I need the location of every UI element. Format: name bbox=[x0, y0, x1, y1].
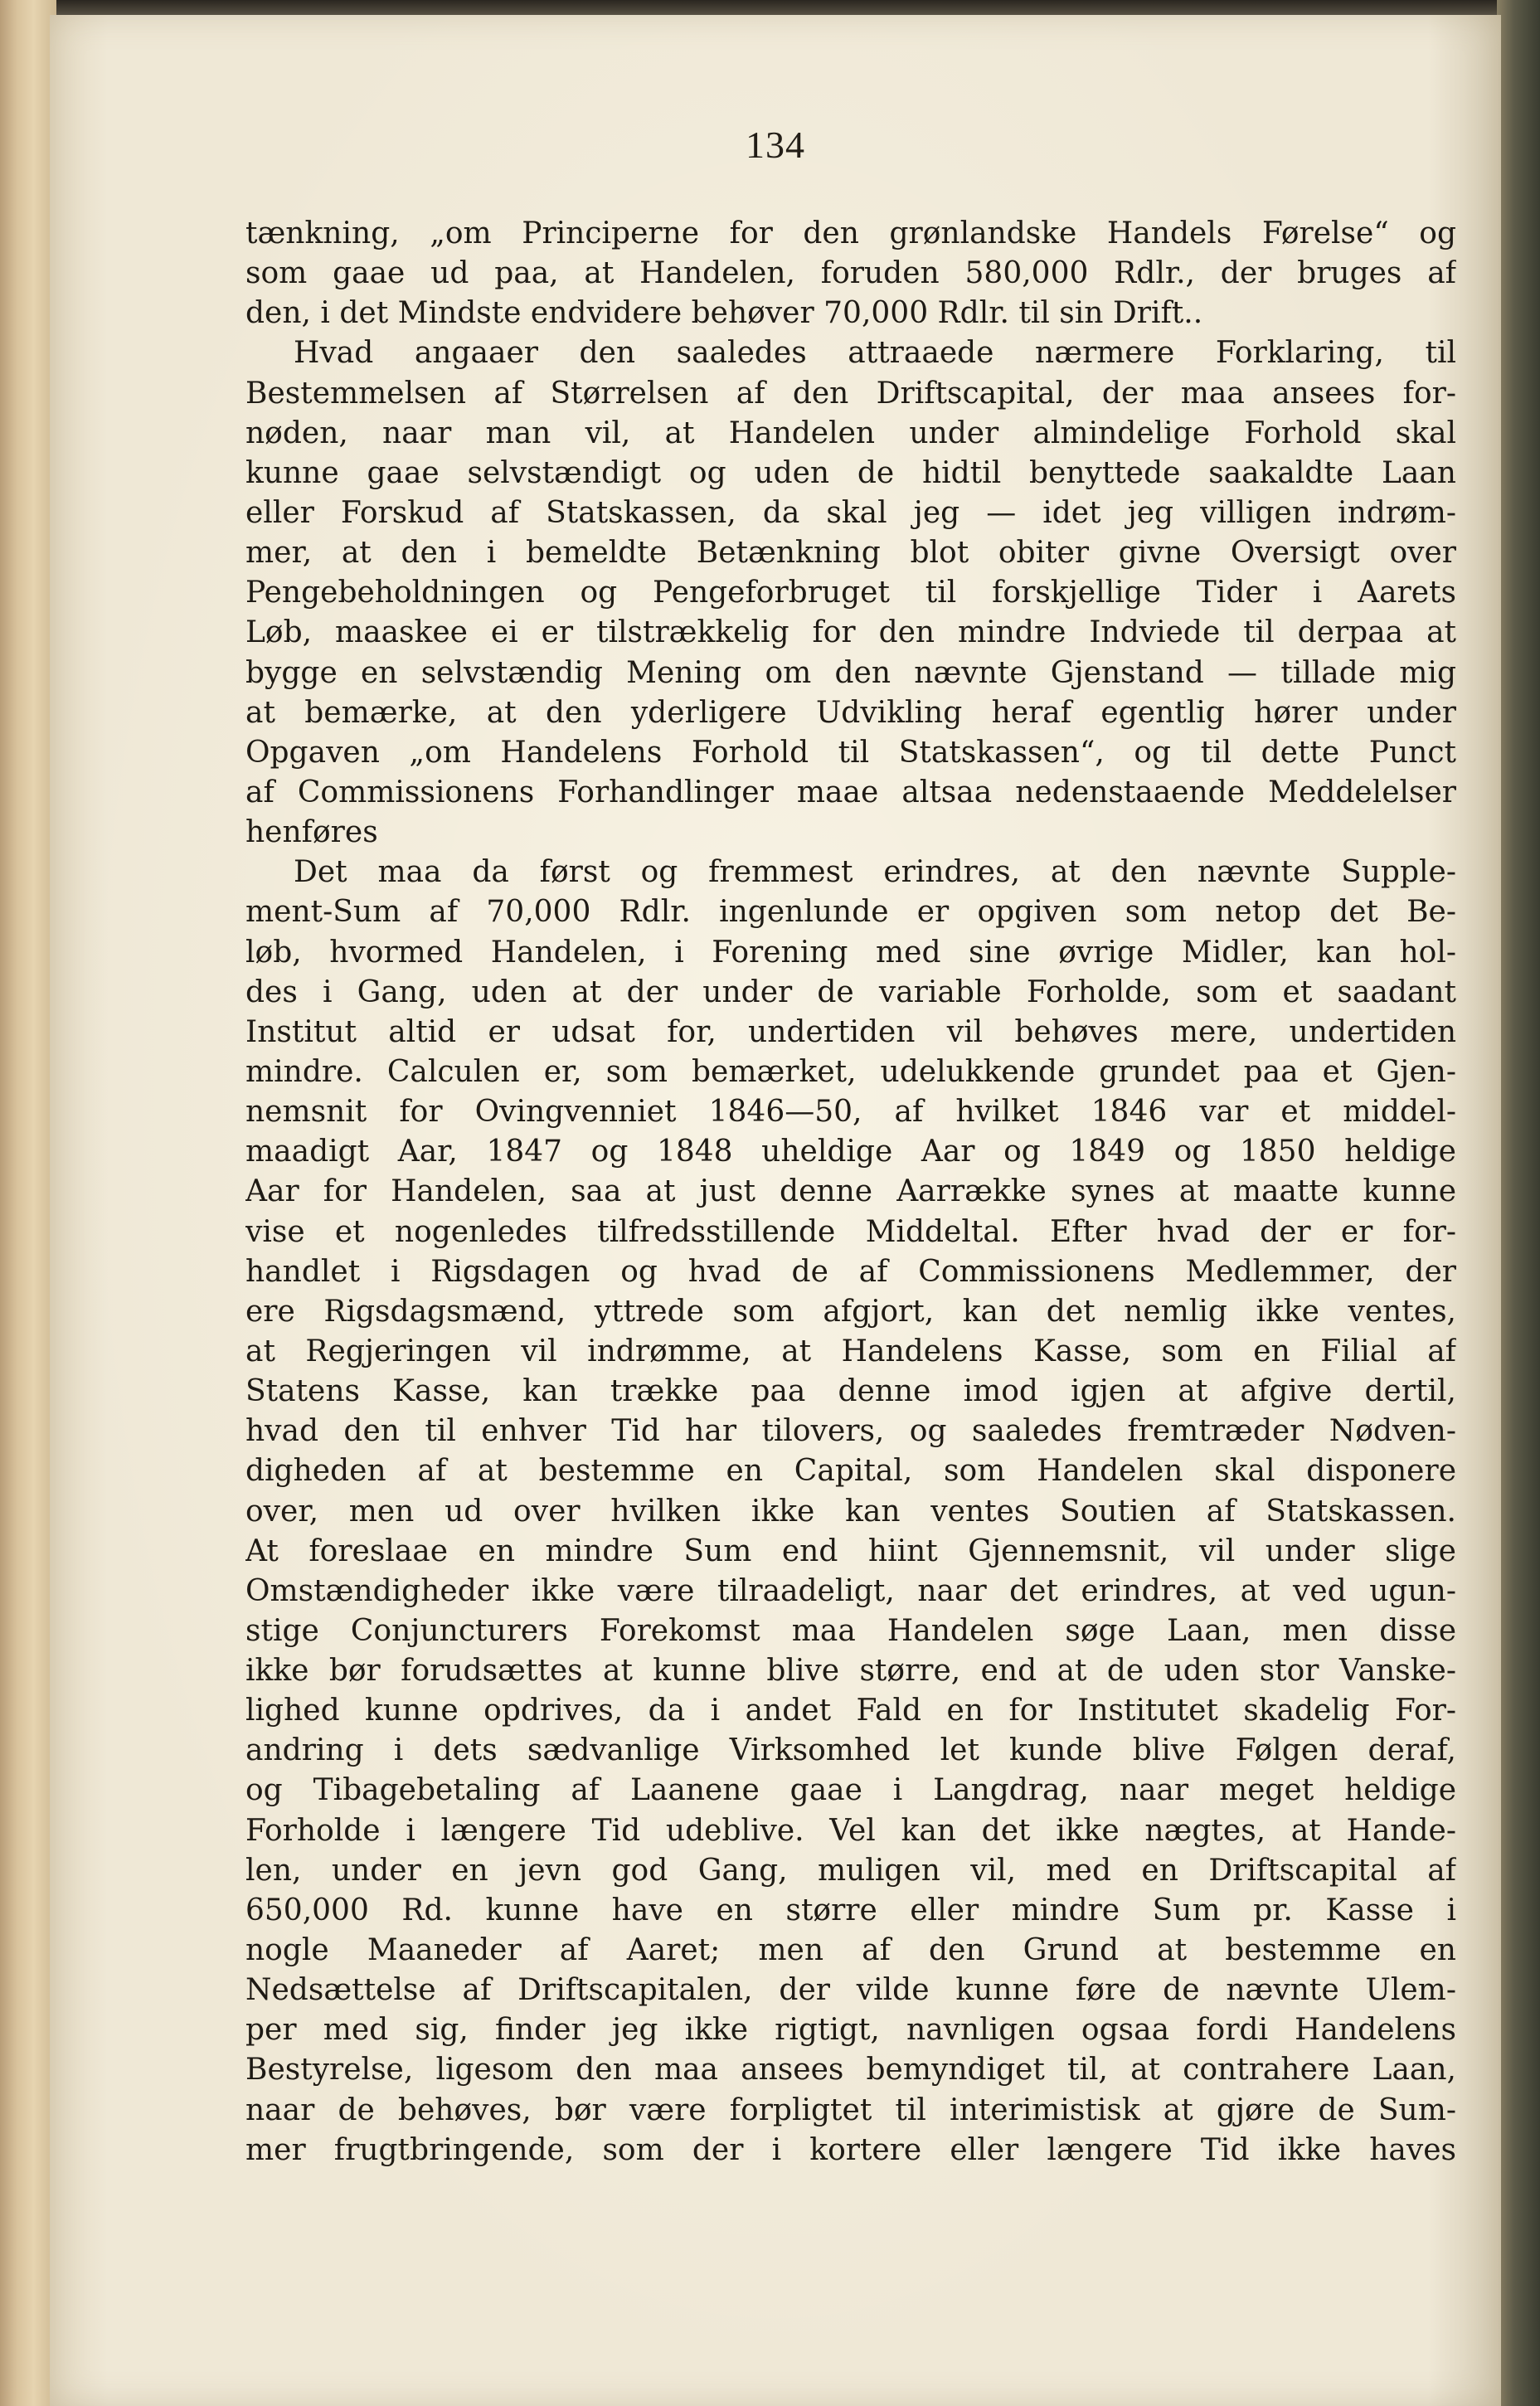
text-line: Statens Kasse, kan trække paa denne imod igjen at afgive dertil, bbox=[245, 1374, 1456, 1409]
text-line: mer frugtbringende, som der i kortere eller længere Tid ikke haves bbox=[245, 2132, 1456, 2167]
text-line: naar de behøves, bør være forpligtet til interimistisk at gjøre de Sum- bbox=[245, 2092, 1456, 2127]
text-line: Opgaven „om Handelens Forhold til Statskassen“, og til dette Punct bbox=[245, 735, 1456, 770]
page-number: 134 bbox=[746, 124, 805, 166]
text-line: mindre. Calculen er, som bemærket, udelukkende grundet paa et Gjen- bbox=[245, 1054, 1456, 1089]
text-line: des i Gang, uden at der under de variable Forholde, som et saadant bbox=[245, 975, 1456, 1009]
text-line: Omstændigheder ikke være tilraadeligt, naar det erindres, at ved ugun- bbox=[245, 1573, 1456, 1608]
body-text bbox=[245, 214, 1456, 2170]
text-line: Bestemmelsen af Størrelsen af den Driftscapital, der maa ansees for- bbox=[245, 376, 1456, 411]
text-line: per med sig, finder jeg ikke rigtigt, navnligen ogsaa fordi Handelens bbox=[245, 2013, 1456, 2048]
text-line: ikke bør forudsættes at kunne blive større, end at de uden stor Vanske- bbox=[245, 1654, 1456, 1689]
text-line: at Regjeringen vil indrømme, at Handelens Kasse, som en Filial af bbox=[245, 1334, 1456, 1368]
book-left-edge bbox=[0, 0, 56, 2406]
text-line: den, i det Mindste endvidere behøver 70,000 Rdlr. til sin Drift.. bbox=[245, 296, 1203, 331]
text-line: handlet i Rigsdagen og hvad de af Commissionens Medlemmer, der bbox=[245, 1254, 1456, 1289]
text-line: At foreslaae en mindre Sum end hiint Gjennemsnit, vil under slige bbox=[245, 1534, 1456, 1568]
text-line: kunne gaae selvstændigt og uden de hidtil benyttede saakaldte Laan bbox=[245, 455, 1456, 490]
text-line: over, men ud over hvilken ikke kan ventes Soutien af Statskassen. bbox=[245, 1494, 1456, 1529]
text-line: nøden, naar man vil, at Handelen under almindelige Forhold skal bbox=[245, 416, 1456, 450]
text-line: nogle Maaneder af Aaret; men af den Grund at bestemme en bbox=[245, 1933, 1456, 1968]
text-line: digheden af at bestemme en Capital, som Handelen skal disponere bbox=[245, 1454, 1456, 1489]
text-line: Bestyrelse, ligesom den maa ansees bemyndiget til, at contrahere Laan, bbox=[245, 2053, 1456, 2088]
text-line: henføres bbox=[245, 815, 378, 850]
text-line: mer, at den i bemeldte Betænkning blot obiter givne Oversigt over bbox=[245, 536, 1456, 571]
book-right-edge bbox=[1497, 0, 1540, 2406]
text-line: maadigt Aar, 1847 og 1848 uheldige Aar og 1849 og 1850 heldige bbox=[245, 1135, 1456, 1169]
text-line: hvad den til enhver Tid har tilovers, og saaledes fremtræder Nødven- bbox=[245, 1414, 1456, 1449]
text-line: Det maa da først og fremmest erindres, at den nævnte Supple- bbox=[294, 855, 1456, 890]
text-line: andring i dets sædvanlige Virksomhed let kunde blive Følgen deraf, bbox=[245, 1733, 1456, 1768]
text-line: som gaae ud paa, at Handelen, foruden 580,000 Rdlr., der bruges af bbox=[245, 256, 1456, 291]
text-line: løb, hvormed Handelen, i Forening med sine øvrige Midler, kan hol- bbox=[245, 935, 1456, 970]
text-line: 650,000 Rd. kunne have en større eller mindre Sum pr. Kasse i bbox=[245, 1893, 1456, 1927]
text-line: eller Forskud af Statskassen, da skal jeg — idet jeg villigen indrøm- bbox=[245, 495, 1456, 530]
text-line: ere Rigsdagsmænd, yttrede som afgjort, kan det nemlig ikke ventes, bbox=[245, 1294, 1456, 1329]
text-line: Nedsættelse af Driftscapitalen, der vilde kunne føre de nævnte Ulem- bbox=[245, 1973, 1456, 2008]
text-line: Aar for Handelen, saa at just denne Aarrække synes at maatte kunne bbox=[245, 1174, 1456, 1209]
text-line: Hvad angaaer den saaledes attraaede nærmere Forklaring, til bbox=[294, 336, 1456, 371]
text-line: at bemærke, at den yderligere Udvikling heraf egentlig hører under bbox=[245, 695, 1456, 730]
text-line: Institut altid er udsat for, undertiden vil behøves mere, undertiden bbox=[245, 1014, 1456, 1049]
text-line: af Commissionens Forhandlinger maae altsaa nedenstaaende Meddelelser bbox=[245, 775, 1456, 809]
text-line: stige Conjuncturers Forekomst maa Handelen søge Laan, men disse bbox=[245, 1613, 1456, 1648]
text-line: vise et nogenledes tilfredsstillende Middeltal. Efter hvad der er for- bbox=[245, 1214, 1456, 1249]
text-line: nemsnit for Ovingvenniet 1846—50, af hvilket 1846 var et middel- bbox=[245, 1095, 1456, 1130]
text-line: len, under en jevn god Gang, muligen vil, med en Driftscapital af bbox=[245, 1853, 1456, 1888]
text-line: og Tibagebetaling af Laanene gaae i Langdrag, naar meget heldige bbox=[245, 1773, 1456, 1808]
text-line: Løb, maaskee ei er tilstrækkelig for den mindre Indviede til derpaa at bbox=[245, 615, 1456, 650]
text-line: lighed kunne opdrives, da i andet Fald en for Institutet skadelig For- bbox=[245, 1694, 1456, 1728]
text-line: bygge en selvstændig Mening om den nævnte Gjenstand — tillade mig bbox=[245, 655, 1456, 690]
text-line: Pengebeholdningen og Pengeforbruget til forskjellige Tider i Aarets bbox=[245, 576, 1456, 610]
text-line: Forholde i længere Tid udeblive. Vel kan det ikke nægtes, at Hande- bbox=[245, 1813, 1456, 1848]
paper-sheet bbox=[50, 15, 1501, 2406]
text-line: tænkning, „om Principerne for den grønlandske Handels Førelse“ og bbox=[245, 216, 1456, 250]
text-line: ment-Sum af 70,000 Rdlr. ingenlunde er opgiven som netop det Be- bbox=[245, 895, 1456, 930]
